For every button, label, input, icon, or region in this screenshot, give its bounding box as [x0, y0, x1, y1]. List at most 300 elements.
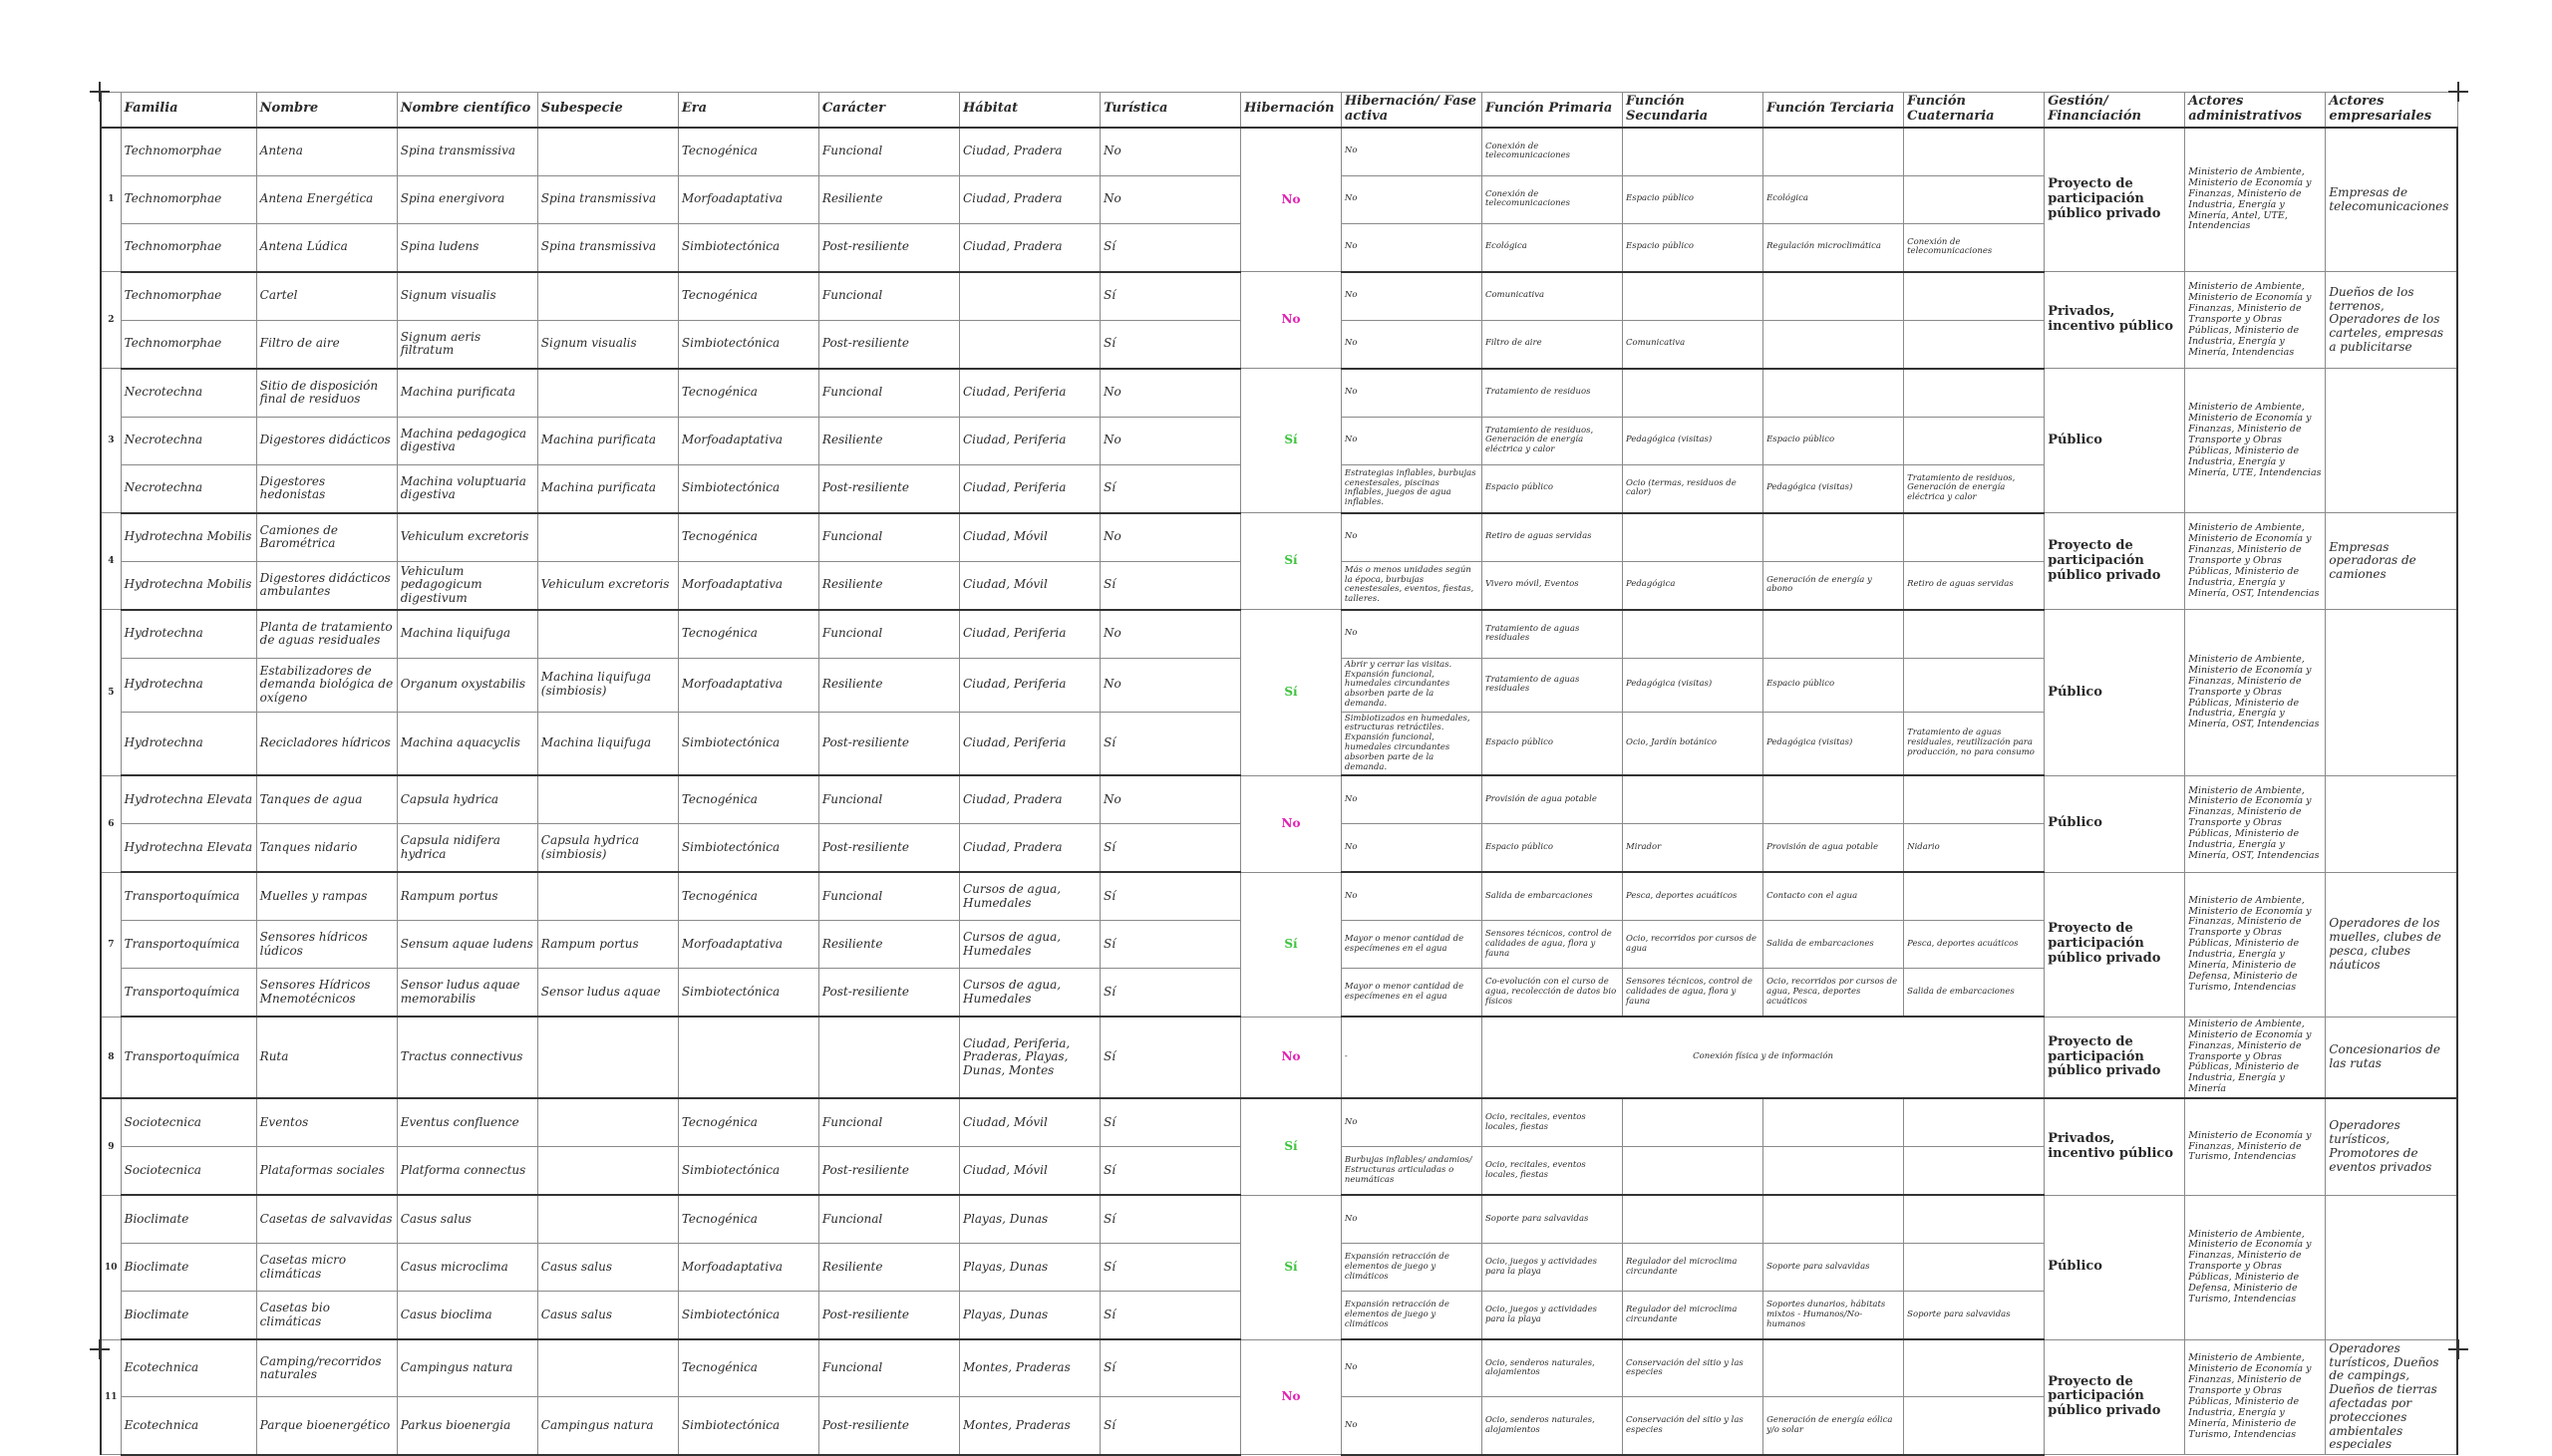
table-cell: Tecnogénica — [678, 272, 818, 321]
table-cell: Ciudad, Periferia — [959, 658, 1100, 712]
function-cell — [1763, 610, 1904, 659]
group-number: 5 — [101, 610, 121, 775]
table-cell: Ciudad, Periferia — [959, 610, 1100, 659]
table-cell: No — [1101, 417, 1241, 464]
table-cell: Technomorphae — [121, 128, 256, 176]
management-cell: Proyecto de participación público privado — [2045, 1017, 2185, 1098]
table-cell: Playas, Dunas — [959, 1244, 1100, 1292]
active-phase-cell: Mayor o menor cantidad de especímenes en el agua — [1341, 921, 1481, 969]
table-cell — [537, 1017, 678, 1098]
group-number: 3 — [101, 369, 121, 513]
function-cell: Ecológica — [1763, 175, 1904, 223]
table-cell: No — [1101, 658, 1241, 712]
table-cell — [537, 128, 678, 176]
business-actors-cell: Concesionarios de las rutas — [2326, 1017, 2457, 1098]
table-cell: Machina liquifuga — [537, 712, 678, 775]
table-row — [101, 369, 2457, 418]
table-cell: Hydrotechna Elevata — [121, 775, 256, 824]
table-body — [101, 128, 2457, 1455]
table-cell: Post-resiliente — [818, 969, 959, 1018]
table-cell: Funcional — [818, 272, 959, 321]
table-cell: Sensor ludus aquae memorabilis — [397, 969, 537, 1018]
table-cell: Cursos de agua, Humedales — [959, 969, 1100, 1018]
column-header: Función Terciaria — [1763, 93, 1904, 128]
business-actors-cell: Dueños de los terrenos, Operadores de los carteles, empresas a publicitarse — [2326, 272, 2457, 369]
table-cell: Machina liquifuga — [397, 610, 537, 659]
management-cell: Proyecto de participación público privado — [2045, 128, 2185, 272]
table-cell: Signum aeris filtratum — [397, 320, 537, 369]
business-actors-cell — [2326, 1195, 2457, 1339]
hibernation-value: No — [1241, 272, 1342, 369]
table-cell: Montes, Praderas — [959, 1397, 1100, 1455]
function-cell — [1763, 369, 1904, 418]
table-cell: Resiliente — [818, 417, 959, 464]
table-cell: Tecnogénica — [678, 128, 818, 176]
function-cell: Contacto con el agua — [1763, 872, 1904, 921]
table-cell: No — [1101, 775, 1241, 824]
table-cell: Sí — [1101, 872, 1241, 921]
table-cell: Rampum portus — [397, 872, 537, 921]
table-cell: Bioclimate — [121, 1195, 256, 1244]
table-cell: Signum visualis — [397, 272, 537, 321]
table-cell — [537, 513, 678, 562]
hibernation-value: No — [1241, 1339, 1342, 1454]
table-cell: Vehiculum pedagogicum digestivum — [397, 561, 537, 610]
function-cell — [1763, 128, 1904, 176]
table-cell: Post-resiliente — [818, 712, 959, 775]
active-phase-cell: No — [1341, 128, 1481, 176]
table-cell: Post-resiliente — [818, 1397, 959, 1455]
function-cell: Comunicativa — [1481, 272, 1622, 321]
active-phase-cell: Burbujas inflables/ andamios/ Estructuras articuladas o neumáticas — [1341, 1147, 1481, 1196]
table-cell: Rampum portus — [537, 921, 678, 969]
function-cell — [1904, 610, 2045, 659]
table-cell: Necrotechna — [121, 417, 256, 464]
management-cell: Público — [2045, 775, 2185, 872]
table-cell: Digestores didácticos — [256, 417, 397, 464]
table-cell — [537, 872, 678, 921]
table-row — [101, 1017, 2457, 1098]
column-header: Nombre científico — [397, 93, 537, 128]
table-cell: Ciudad, Móvil — [959, 1098, 1100, 1147]
admin-actors-cell: Ministerio de Ambiente, Ministerio de Economía y Finanzas, Ministerio de Transporte y Obras Públicas, Ministerio de Industria, Energía y Minería, Intendencias — [2185, 272, 2326, 369]
table-cell — [537, 1098, 678, 1147]
table-cell: Tecnogénica — [678, 610, 818, 659]
function-cell: Pesca, deportes acuáticos — [1623, 872, 1763, 921]
management-cell: Proyecto de participación público privado — [2045, 513, 2185, 610]
management-cell: Proyecto de participación público privado — [2045, 872, 2185, 1017]
hibernation-value: Sí — [1241, 369, 1342, 513]
table-cell: Antena — [256, 128, 397, 176]
function-cell — [1904, 1098, 2045, 1147]
active-phase-cell: Más o menos unidades según la época, burbujas cenestesales, eventos, fiestas, talleres. — [1341, 561, 1481, 610]
table-row — [101, 128, 2457, 176]
table-cell: Casus salus — [537, 1292, 678, 1340]
active-phase-cell: No — [1341, 1098, 1481, 1147]
function-cell: Ocio (termas, residuos de calor) — [1623, 464, 1763, 513]
table-cell: Machina purificata — [537, 417, 678, 464]
table-cell: Casetas micro climáticas — [256, 1244, 397, 1292]
table-cell: Machina voluptuaria digestiva — [397, 464, 537, 513]
function-cell: Conexión de telecomunicaciones — [1481, 128, 1622, 176]
merged-function-cell: Conexión física y de información — [1481, 1017, 2044, 1098]
table-cell: Ciudad, Móvil — [959, 513, 1100, 562]
function-cell: Generación de energía eólica y/o solar — [1763, 1397, 1904, 1455]
table-cell: Capsula nidifera hydrica — [397, 824, 537, 873]
function-cell: Regulador del microclima circundante — [1623, 1244, 1763, 1292]
table-cell: Technomorphae — [121, 272, 256, 321]
table-row — [101, 872, 2457, 921]
table-cell: Organum oxystabilis — [397, 658, 537, 712]
table-cell: Sí — [1101, 1339, 1241, 1397]
table-cell: Spina transmissiva — [537, 223, 678, 272]
function-cell: Ocio, recitales, eventos locales, fiestas — [1481, 1147, 1622, 1196]
table-cell: Machina aquacyclis — [397, 712, 537, 775]
table-cell: Post-resiliente — [818, 1147, 959, 1196]
table-cell: Ciudad, Pradera — [959, 128, 1100, 176]
function-cell — [1623, 610, 1763, 659]
table-cell: Tecnogénica — [678, 1339, 818, 1397]
function-cell — [1763, 513, 1904, 562]
group-number: 8 — [101, 1017, 121, 1098]
table-cell — [959, 272, 1100, 321]
function-cell: Ocio, juegos y actividades para la playa — [1481, 1292, 1622, 1340]
table-cell: Sensum aquae ludens — [397, 921, 537, 969]
table-cell: Hydrotechna — [121, 712, 256, 775]
function-cell — [1904, 128, 2045, 176]
table-cell — [537, 369, 678, 418]
table-cell: Simbiotectónica — [678, 464, 818, 513]
active-phase-cell: Simbiotizados en humedales, estructuras retráctiles. Expansión funcional, humedales circundantes absorben parte de la demanda. — [1341, 712, 1481, 775]
active-phase-cell: No — [1341, 272, 1481, 321]
active-phase-cell: No — [1341, 369, 1481, 418]
table-cell: Technomorphae — [121, 320, 256, 369]
table-cell: Ciudad, Móvil — [959, 1147, 1100, 1196]
function-cell — [1904, 175, 2045, 223]
group-number: 11 — [101, 1339, 121, 1454]
active-phase-cell: No — [1341, 320, 1481, 369]
function-cell — [1623, 513, 1763, 562]
table-cell: Capsula hydrica (simbiosis) — [537, 824, 678, 873]
active-phase-cell: Abrir y cerrar las visitas. Expansión funcional, humedales circundantes absorben parte de la demanda. — [1341, 658, 1481, 712]
crop-mark-top-right — [2448, 82, 2468, 102]
function-cell: Espacio público — [1481, 464, 1622, 513]
function-cell: Provisión de agua potable — [1481, 775, 1622, 824]
admin-actors-cell: Ministerio de Ambiente, Ministerio de Economía y Finanzas, Ministerio de Transporte y Obras Públicas, Ministerio de Industria, Energía y Minería — [2185, 1017, 2326, 1098]
table-cell: Hydrotechna Elevata — [121, 824, 256, 873]
table-cell — [537, 775, 678, 824]
function-cell: Ecológica — [1481, 223, 1622, 272]
hibernation-value: No — [1241, 775, 1342, 872]
table-row — [101, 272, 2457, 321]
function-cell: Ocio, Jardín botánico — [1623, 712, 1763, 775]
table-cell: Sí — [1101, 1292, 1241, 1340]
table-cell: Platforma connectus — [397, 1147, 537, 1196]
table-cell: Sí — [1101, 464, 1241, 513]
table-cell: Hydrotechna — [121, 658, 256, 712]
table-cell: Simbiotectónica — [678, 969, 818, 1018]
table-cell: Simbiotectónica — [678, 320, 818, 369]
table-cell: Sí — [1101, 272, 1241, 321]
table-cell: Resiliente — [818, 658, 959, 712]
table-cell: Machina liquifuga (simbiosis) — [537, 658, 678, 712]
function-cell — [1623, 272, 1763, 321]
table-cell: No — [1101, 128, 1241, 176]
table-cell — [537, 1195, 678, 1244]
table-cell — [959, 320, 1100, 369]
table-cell: Necrotechna — [121, 464, 256, 513]
column-header: Subespecie — [537, 93, 678, 128]
function-cell: Conexión de telecomunicaciones — [1481, 175, 1622, 223]
crop-mark-top-left — [90, 82, 110, 102]
table-cell: Sí — [1101, 1098, 1241, 1147]
admin-actors-cell: Ministerio de Economía y Finanzas, Ministerio de Turismo, Intendencias — [2185, 1098, 2326, 1195]
active-phase-cell: No — [1341, 610, 1481, 659]
function-cell: Retiro de aguas servidas — [1904, 561, 2045, 610]
group-number: 4 — [101, 513, 121, 610]
table-cell: Sensores Hídricos Mnemotécnicos — [256, 969, 397, 1018]
table-cell: Simbiotectónica — [678, 824, 818, 873]
function-cell — [1904, 872, 2045, 921]
table-cell: Transportoquímica — [121, 1017, 256, 1098]
table-cell: Sociotecnica — [121, 1098, 256, 1147]
active-phase-cell: Mayor o menor cantidad de especímenes en el agua — [1341, 969, 1481, 1018]
function-cell: Conservación del sitio y las especies — [1623, 1397, 1763, 1455]
function-cell: Conservación del sitio y las especies — [1623, 1339, 1763, 1397]
table-cell: Transportoquímica — [121, 969, 256, 1018]
column-header: Actores empresariales — [2326, 93, 2457, 128]
function-cell: Ocio, recitales, eventos locales, fiestas — [1481, 1098, 1622, 1147]
table-cell: Cartel — [256, 272, 397, 321]
function-cell — [1763, 775, 1904, 824]
table-cell: Sí — [1101, 921, 1241, 969]
table-cell: Morfoadaptativa — [678, 417, 818, 464]
table-cell: Vehiculum excretoris — [397, 513, 537, 562]
active-phase-cell: No — [1341, 513, 1481, 562]
active-phase-cell: No — [1341, 872, 1481, 921]
function-cell: Salida de embarcaciones — [1763, 921, 1904, 969]
table-cell: Simbiotectónica — [678, 1397, 818, 1455]
management-cell: Proyecto de participación público privado — [2045, 1339, 2185, 1454]
active-phase-cell: Expansión retracción de elementos de juego y climáticos — [1341, 1244, 1481, 1292]
function-cell: Tratamiento de residuos, Generación de energía eléctrica y calor — [1481, 417, 1622, 464]
table-cell: Transportoquímica — [121, 921, 256, 969]
table-cell: Ciudad, Pradera — [959, 775, 1100, 824]
table-cell: Ruta — [256, 1017, 397, 1098]
function-cell — [1904, 1195, 2045, 1244]
column-header: Hibernación — [1241, 93, 1342, 128]
function-cell: Pedagógica — [1623, 561, 1763, 610]
table-cell: Spina ludens — [397, 223, 537, 272]
function-cell: Ocio, recorridos por cursos de agua, Pesca, deportes acuáticos — [1763, 969, 1904, 1018]
table-cell: Morfoadaptativa — [678, 921, 818, 969]
table-cell: No — [1101, 175, 1241, 223]
function-cell: Espacio público — [1623, 223, 1763, 272]
function-cell — [1763, 1147, 1904, 1196]
table-cell: Ciudad, Pradera — [959, 223, 1100, 272]
table-cell — [678, 1017, 818, 1098]
spreadsheet — [100, 92, 2458, 1452]
function-cell: Ocio, recorridos por cursos de agua — [1623, 921, 1763, 969]
table-cell: Sí — [1101, 1397, 1241, 1455]
table-cell: Technomorphae — [121, 223, 256, 272]
group-number: 2 — [101, 272, 121, 369]
function-cell: Vivero móvil, Eventos — [1481, 561, 1622, 610]
table-row — [101, 610, 2457, 659]
column-header: Familia — [121, 93, 256, 128]
function-cell: Conexión de telecomunicaciones — [1904, 223, 2045, 272]
crop-mark-bottom-left — [90, 1339, 110, 1359]
table-cell: Antena Energética — [256, 175, 397, 223]
function-cell: Pedagógica (visitas) — [1763, 464, 1904, 513]
table-cell: Sitio de disposición final de residuos — [256, 369, 397, 418]
function-cell — [1763, 1195, 1904, 1244]
table-cell: Ciudad, Móvil — [959, 561, 1100, 610]
table-cell: Playas, Dunas — [959, 1195, 1100, 1244]
management-cell: Público — [2045, 369, 2185, 513]
hibernation-value: Sí — [1241, 513, 1342, 610]
table-cell: Parkus bioenergia — [397, 1397, 537, 1455]
active-phase-cell: No — [1341, 175, 1481, 223]
business-actors-cell — [2326, 775, 2457, 872]
table-cell: No — [1101, 369, 1241, 418]
table-cell: Antena Lúdica — [256, 223, 397, 272]
management-cell: Privados, incentivo público — [2045, 272, 2185, 369]
table-cell: Resiliente — [818, 561, 959, 610]
function-cell — [1904, 775, 2045, 824]
function-cell: Soporte para salvavidas — [1763, 1244, 1904, 1292]
function-cell: Soportes dunarios, hábitats mixtos - Humanos/No-humanos — [1763, 1292, 1904, 1340]
table-cell: Resiliente — [818, 1244, 959, 1292]
function-cell — [1904, 369, 2045, 418]
table-cell: Camping/recorridos naturales — [256, 1339, 397, 1397]
table-cell: Ciudad, Pradera — [959, 175, 1100, 223]
table-cell: Spina energivora — [397, 175, 537, 223]
function-cell: Espacio público — [1481, 712, 1622, 775]
table-cell: Simbiotectónica — [678, 712, 818, 775]
table-cell: Sensor ludus aquae — [537, 969, 678, 1018]
function-cell: Retiro de aguas servidas — [1481, 513, 1622, 562]
table-cell: Funcional — [818, 1098, 959, 1147]
function-cell: Espacio público — [1763, 417, 1904, 464]
crop-mark-bottom-right — [2448, 1339, 2468, 1359]
table-row — [101, 1195, 2457, 1244]
table-cell: Morfoadaptativa — [678, 658, 818, 712]
table-cell: Tecnogénica — [678, 513, 818, 562]
table-cell: Vehiculum excretoris — [537, 561, 678, 610]
table-cell: Cursos de agua, Humedales — [959, 921, 1100, 969]
group-number: 9 — [101, 1098, 121, 1195]
function-cell — [1623, 369, 1763, 418]
function-cell: Mirador — [1623, 824, 1763, 873]
group-number: 1 — [101, 128, 121, 272]
table-cell: Ciudad, Periferia, Praderas, Playas, Dunas, Montes — [959, 1017, 1100, 1098]
function-cell: Pesca, deportes acuáticos — [1904, 921, 2045, 969]
function-cell: Regulación microclimática — [1763, 223, 1904, 272]
column-header: Gestión/ Financiación — [2045, 93, 2185, 128]
business-actors-cell: Operadores de los muelles, clubes de pesca, clubes náuticos — [2326, 872, 2457, 1017]
function-cell — [1623, 1147, 1763, 1196]
table-cell: Plataformas sociales — [256, 1147, 397, 1196]
management-cell: Público — [2045, 610, 2185, 775]
active-phase-cell: No — [1341, 775, 1481, 824]
function-cell: Espacio público — [1623, 175, 1763, 223]
table-cell: Sí — [1101, 712, 1241, 775]
function-cell: Generación de energía y abono — [1763, 561, 1904, 610]
function-cell: Nidario — [1904, 824, 2045, 873]
function-cell — [1623, 128, 1763, 176]
admin-actors-cell: Ministerio de Ambiente, Ministerio de Economía y Finanzas, Ministerio de Transporte y Obras Públicas, Ministerio de Defensa, Ministerio de Turismo, Intendencias — [2185, 1195, 2326, 1339]
function-cell: Ocio, juegos y actividades para la playa — [1481, 1244, 1622, 1292]
table-cell: Sí — [1101, 561, 1241, 610]
table-cell: Ecotechnica — [121, 1339, 256, 1397]
table-cell: Ciudad, Periferia — [959, 417, 1100, 464]
table-cell: Sí — [1101, 1195, 1241, 1244]
function-cell: Salida de embarcaciones — [1904, 969, 2045, 1018]
function-cell: Espacio público — [1481, 824, 1622, 873]
active-phase-cell: No — [1341, 1339, 1481, 1397]
table-cell: Sí — [1101, 824, 1241, 873]
admin-actors-cell: Ministerio de Ambiente, Ministerio de Economía y Finanzas, Ministerio de Industria, Energía y Minería, Antel, UTE, Intendencias — [2185, 128, 2326, 272]
function-cell: Tratamiento de residuos — [1481, 369, 1622, 418]
hibernation-value: Sí — [1241, 610, 1342, 775]
function-cell — [1904, 1397, 2045, 1455]
active-phase-cell: Estrategias inflables, burbujas cenestesales, piscinas inflables, juegos de agua inflables. — [1341, 464, 1481, 513]
species-table — [100, 92, 2458, 1456]
table-cell: Funcional — [818, 369, 959, 418]
column-header: Carácter — [818, 93, 959, 128]
function-cell — [1904, 320, 2045, 369]
table-cell: Technomorphae — [121, 175, 256, 223]
table-cell: Sí — [1101, 320, 1241, 369]
table-cell: No — [1101, 610, 1241, 659]
column-header: Nombre — [256, 93, 397, 128]
business-actors-cell: Operadores turísticos, Promotores de eventos privados — [2326, 1098, 2457, 1195]
table-cell: Sensores hídricos lúdicos — [256, 921, 397, 969]
table-cell: Montes, Praderas — [959, 1339, 1100, 1397]
admin-actors-cell: Ministerio de Ambiente, Ministerio de Economía y Finanzas, Ministerio de Transporte y Obras Públicas, Ministerio de Industria, Energía y Minería, Ministerio de Defensa, Ministerio de Turismo, Intendencias — [2185, 872, 2326, 1017]
active-phase-cell: No — [1341, 1397, 1481, 1455]
column-header: Hábitat — [959, 93, 1100, 128]
function-cell: Regulador del microclima circundante — [1623, 1292, 1763, 1340]
column-header: Función Secundaria — [1623, 93, 1763, 128]
table-cell: Simbiotectónica — [678, 1292, 818, 1340]
table-cell: Machina purificata — [537, 464, 678, 513]
table-cell: Eventus confluence — [397, 1098, 537, 1147]
admin-actors-cell: Ministerio de Ambiente, Ministerio de Economía y Finanzas, Ministerio de Transporte y Obras Públicas, Ministerio de Industria, Energía y Minería, OST, Intendencias — [2185, 775, 2326, 872]
table-cell: Funcional — [818, 775, 959, 824]
function-cell: Pedagógica (visitas) — [1763, 712, 1904, 775]
business-actors-cell — [2326, 369, 2457, 513]
function-cell — [1763, 1339, 1904, 1397]
table-cell: Sociotecnica — [121, 1147, 256, 1196]
table-cell: Cursos de agua, Humedales — [959, 872, 1100, 921]
table-cell: Campingus natura — [397, 1339, 537, 1397]
table-cell: Sí — [1101, 223, 1241, 272]
table-cell: Bioclimate — [121, 1244, 256, 1292]
table-cell: Funcional — [818, 872, 959, 921]
table-cell: Casus microclima — [397, 1244, 537, 1292]
function-cell — [1904, 1339, 2045, 1397]
table-cell: Muelles y rampas — [256, 872, 397, 921]
table-cell — [537, 1339, 678, 1397]
active-phase-cell: No — [1341, 417, 1481, 464]
function-cell: Filtro de aire — [1481, 320, 1622, 369]
group-number: 6 — [101, 775, 121, 872]
function-cell: Tratamiento de residuos, Generación de energía eléctrica y calor — [1904, 464, 2045, 513]
function-cell — [1623, 1195, 1763, 1244]
table-cell — [537, 610, 678, 659]
